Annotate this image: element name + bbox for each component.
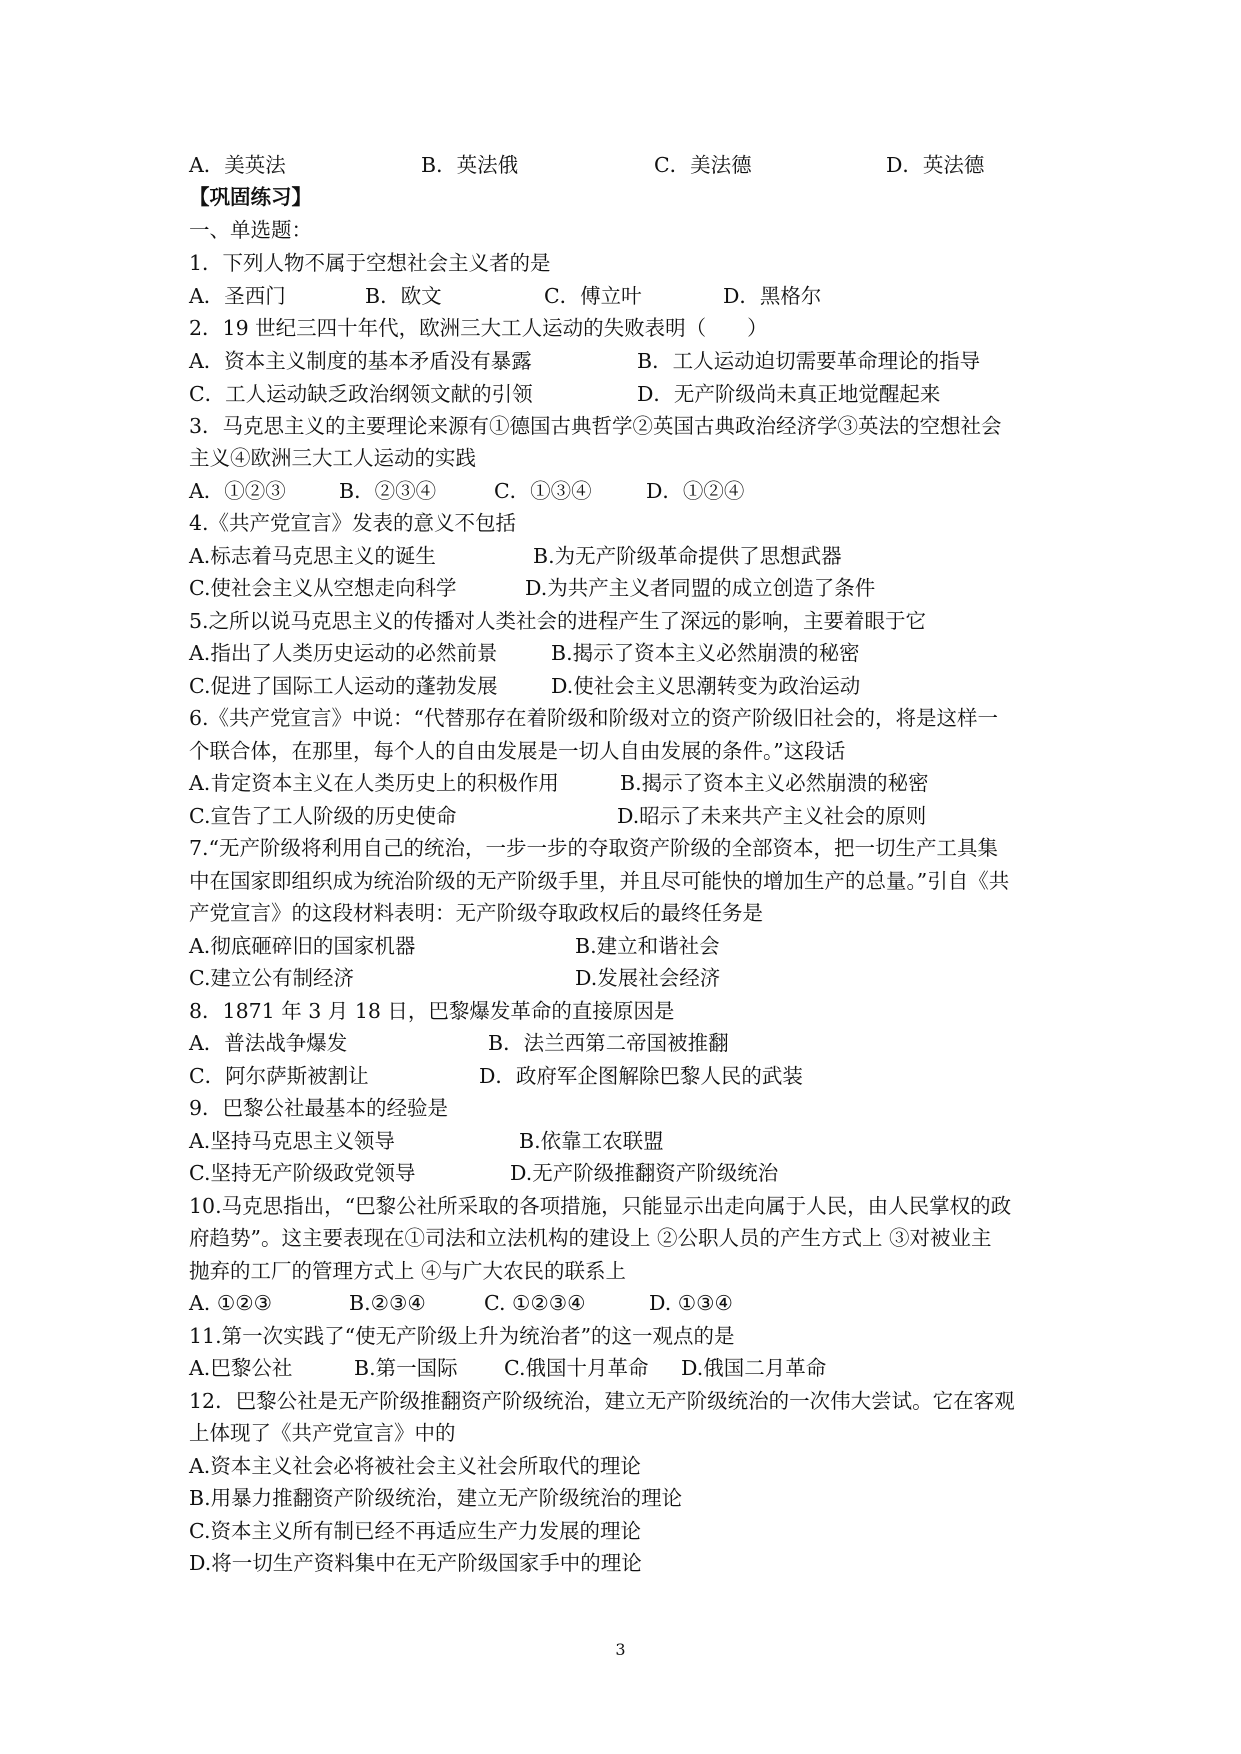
question-option: A.坚持马克思主义领导 [189,1129,395,1153]
question-stem: 7.“无产阶级将利用自己的统治，一步一步的夺取资产阶级的全部资本，把一切生产工具集 [189,836,999,860]
question-option: D.使社会主义思潮转变为政治运动 [551,674,861,698]
question-stem: 中在国家即组织成为统治阶级的无产阶级手里，并且尽可能快的增加生产的总量。”引自《共 [189,869,1010,893]
question-stem: 9．巴黎公社最基本的经验是 [189,1096,449,1120]
question-option: C. ①②③④ [484,1291,586,1315]
question-stem: 3．马克思主义的主要理论来源有①德国古典哲学②英国古典政治经济学③英法的空想社会 [189,414,1002,438]
section-title: 【巩固练习】 [189,185,312,209]
option-d: D．英法德 [886,153,985,177]
question-option: B.为无产阶级革命提供了思想武器 [533,544,842,568]
question-option: B.建立和谐社会 [575,934,720,958]
option-a: A．美英法 [189,153,286,177]
question-option: B．工人运动迫切需要革命理论的指导 [637,349,981,373]
question-option: B.揭示了资本主义必然崩溃的秘密 [551,641,860,665]
page-number: 3 [615,1640,626,1659]
question-option: C.使社会主义从空想走向科学 [189,576,457,600]
question-stem: 主义④欧洲三大工人运动的实践 [189,446,476,470]
question-option: A.巴黎公社 [189,1356,293,1380]
question-stem: 5.之所以说马克思主义的传播对人类社会的进程产生了深远的影响，主要着眼于它 [189,609,927,633]
question-option: A. ①②③ [189,1291,272,1315]
question-option: C.坚持无产阶级政党领导 [189,1161,416,1185]
question-stem: 11.第一次实践了“使无产阶级上升为统治者”的这一观点的是 [189,1324,735,1348]
option-c: C．美法德 [654,153,752,177]
question-option: D.昭示了未来共产主义社会的原则 [617,804,927,828]
question-stem: 8．1871 年 3 月 18 日，巴黎爆发革命的直接原因是 [189,999,675,1023]
question-stem: 4.《共产党宣言》发表的意义不包括 [189,511,517,535]
question-option: A．资本主义制度的基本矛盾没有暴露 [189,349,532,373]
question-option: A.指出了人类历史运动的必然前景 [189,641,498,665]
question-stem: 个联合体，在那里，每个人的自由发展是一切人自由发展的条件。”这段话 [189,739,846,763]
question-option: C.宣告了工人阶级的历史使命 [189,804,457,828]
question-option: A.资本主义社会必将被社会主义社会所取代的理论 [189,1454,641,1478]
question-option: B．②③④ [339,479,437,503]
question-stem: 产党宣言》的这段材料表明：无产阶级夺取政权后的最终任务是 [189,901,763,925]
question-option: D．黑格尔 [723,284,822,308]
question-stem: 6.《共产党宣言》中说：“代替那存在着阶级和阶级对立的资产阶级旧社会的，将是这样一 [189,706,999,730]
question-option: D.将一切生产资料集中在无产阶级国家手中的理论 [189,1551,642,1575]
question-stem: 12．巴黎公社是无产阶级推翻资产阶级统治，建立无产阶级统治的一次伟大尝试。它在客观 [189,1389,1015,1413]
question-option: A．圣西门 [189,284,286,308]
question-option: C.促进了国际工人运动的蓬勃发展 [189,674,498,698]
section-subtitle: 一、单选题： [189,218,312,242]
question-option: D. ①③④ [649,1291,733,1315]
option-b: B．英法俄 [421,153,519,177]
question-option: C.建立公有制经济 [189,966,354,990]
question-stem: 10.马克思指出，“巴黎公社所采取的各项措施，只能显示出走向属于人民，由人民掌权的政 [189,1194,1012,1218]
question-stem: 1．下列人物不属于空想社会主义者的是 [189,251,551,275]
question-option: A.肯定资本主义在人类历史上的积极作用 [189,771,559,795]
question-option: D.发展社会经济 [575,966,721,990]
question-option: D.为共产主义者同盟的成立创造了条件 [525,576,876,600]
question-option: A．普法战争爆发 [189,1031,348,1055]
question-option: C．阿尔萨斯被割让 [189,1064,369,1088]
question-stem: 抛弃的工厂的管理方式上 ④与广大农民的联系上 [189,1259,627,1283]
question-option: D.无产阶级推翻资产阶级统治 [510,1161,779,1185]
question-option: A.彻底砸碎旧的国家机器 [189,934,416,958]
question-stem: 2．19 世纪三四十年代，欧洲三大工人运动的失败表明（ ） [189,316,768,340]
question-option: C．①③④ [494,479,592,503]
question-option: B.依靠工农联盟 [519,1129,664,1153]
question-option: C.俄国十月革命 [504,1356,649,1380]
question-option: D．①②④ [646,479,745,503]
question-stem: 府趋势”。这主要表现在①司法和立法机构的建设上 ②公职人员的产生方式上 ③对被业主 [189,1226,992,1250]
question-option: B.揭示了资本主义必然崩溃的秘密 [620,771,929,795]
question-option: B.用暴力推翻资产阶级统治，建立无产阶级统治的理论 [189,1486,683,1510]
question-option: B．欧文 [365,284,442,308]
question-option: D．无产阶级尚未真正地觉醒起来 [637,382,941,406]
question-option: B.第一国际 [354,1356,458,1380]
question-option: D．政府军企图解除巴黎人民的武装 [479,1064,803,1088]
question-option: D.俄国二月革命 [681,1356,827,1380]
question-option: C．工人运动缺乏政治纲领文献的引领 [189,382,533,406]
question-option: C.资本主义所有制已经不再适应生产力发展的理论 [189,1519,641,1543]
question-stem: 上体现了《共产党宣言》中的 [189,1421,456,1445]
question-option: A．①②③ [189,479,286,503]
question-option: B.②③④ [349,1291,426,1315]
question-option: A.标志着马克思主义的诞生 [189,544,436,568]
question-option: C．傅立叶 [544,284,642,308]
question-option: B．法兰西第二帝国被推翻 [488,1031,729,1055]
